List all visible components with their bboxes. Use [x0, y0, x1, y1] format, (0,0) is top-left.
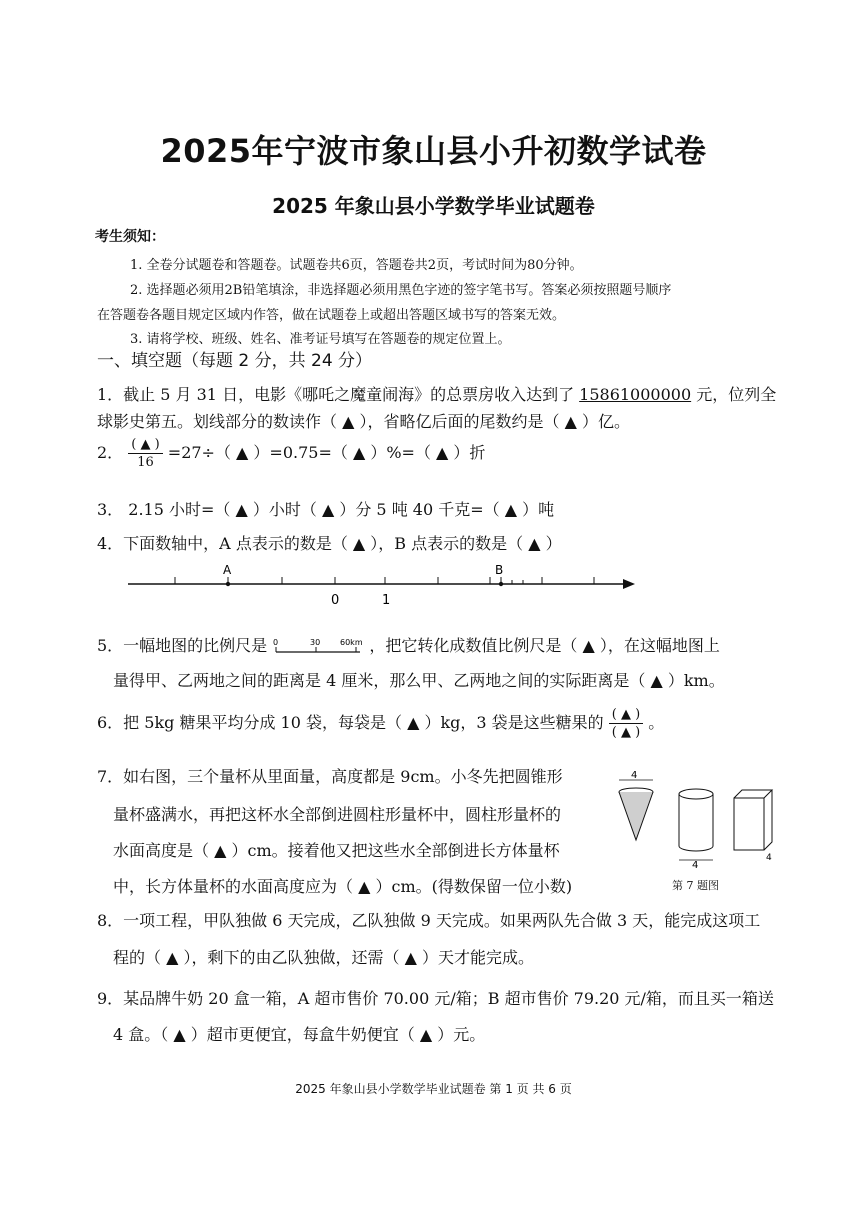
question-1-line-1	[97, 382, 776, 405]
scale-label-30: 30	[310, 637, 321, 647]
question-7-line-4: 中，长方体量杯的水面高度应为（ ▲ ）cm。(得数保留一位小数)	[113, 877, 573, 896]
question-8-line-1: 8．一项工程，甲队独做 6 天完成，乙队独做 9 天完成。如果两队先合做 3 天，能完成这项工	[97, 911, 761, 930]
question-5-line-1	[97, 633, 720, 658]
cuboid-side	[764, 790, 772, 850]
scale-label-60: 60km	[340, 637, 363, 647]
question-1-underlined-number: 15861000000	[579, 385, 692, 404]
point-b-dot	[499, 582, 503, 586]
fraction-numerator: ( ▲ )	[128, 436, 162, 454]
question-6-fraction	[609, 706, 643, 741]
question-6-text-b: 。	[648, 713, 665, 732]
line-scale-figure	[272, 636, 364, 658]
question-1-text-a: 1．截止 5 月 31 日，电影《哪吒之魔童闹海》的总票房收入达到了	[97, 385, 580, 404]
fraction-denominator: 16	[137, 455, 154, 470]
cone-cup	[619, 792, 653, 840]
scale-label-0: 0	[273, 637, 279, 647]
question-7-line-3: 水面高度是（ ▲ ）cm。接着他又把这些水全部倒进长方体量杯	[113, 841, 560, 860]
measuring-cups-figure	[608, 770, 783, 870]
cuboid-top	[734, 790, 772, 798]
point-a-dot	[226, 582, 230, 586]
question-6	[97, 706, 664, 741]
question-5-text-a: 5．一幅地图的比例尺是	[97, 636, 268, 655]
number-line-figure	[120, 560, 640, 610]
cuboid-edge-label: 4	[766, 853, 772, 863]
question-6-text-a: 6．把 5kg 糖果平均分成 10 袋，每袋是（ ▲ ）kg，3 袋是这些糖果的	[97, 713, 604, 732]
fraction-numerator: ( ▲ )	[609, 706, 643, 724]
question-1-text-b: 元，位列全	[691, 385, 777, 404]
question-4: 4．下面数轴中，A 点表示的数是（ ▲ ），B 点表示的数是（ ▲ ）	[97, 534, 562, 553]
cylinder-top	[679, 789, 713, 799]
question-5-line-2: 量得甲、乙两地之间的距离是 4 厘米，那么甲、乙两地之间的实际距离是（ ▲ ）km。	[113, 671, 725, 690]
notice-line-2b: 在答题卷各题目规定区域内作答，做在试题卷上或超出答题区域书写的答案无效。	[97, 308, 566, 323]
fraction-denominator: ( ▲ )	[611, 725, 641, 740]
page-footer: 2025 年象山县小学数学毕业试题卷 第 1 页 共 6 页	[295, 1082, 572, 1096]
page-title: 2025年宁波市象山县小升初数学试卷	[160, 132, 707, 170]
point-b-label: B	[495, 563, 504, 577]
cylinder-cup	[679, 794, 713, 851]
zero-label: 0	[331, 593, 340, 608]
question-9-line-1: 9．某品牌牛奶 20 盒一箱，A 超市售价 70.00 元/箱；B 超市售价 79.20 元/箱，而且买一箱送	[97, 989, 774, 1008]
question-3: 3． 2.15 小时=（ ▲ ）小时（ ▲ ）分 5 吨 40 千克=（ ▲ ）吨	[97, 500, 555, 519]
notice-line-2: 2. 选择题必须用2B铅笔填涂，非选择题必须用黑色字迹的签字笔书写。答案必须按照题号顺序	[130, 283, 672, 298]
question-2-number: 2．	[97, 443, 124, 462]
cuboid-front	[734, 798, 764, 850]
notice-heading: 考生须知：	[95, 229, 165, 245]
question-2-text: =27÷（ ▲ ）=0.75=（ ▲ ）%=（ ▲ ）折	[167, 443, 486, 462]
cylinder-diameter-label: 4	[692, 860, 699, 870]
question-7-line-2: 量杯盛满水，再把这杯水全部倒进圆柱形量杯中，圆柱形量杯的	[113, 805, 562, 824]
question-2-fraction	[128, 436, 162, 471]
number-line-arrow	[623, 579, 635, 589]
cone-diameter-label: 4	[631, 770, 638, 781]
question-7-line-1: 7．如右图，三个量杯从里面量，高度都是 9cm。小冬先把圆锥形	[97, 767, 563, 786]
figure-7-caption: 第 7 题图	[672, 879, 719, 892]
page-subtitle: 2025 年象山县小学数学毕业试题卷	[272, 194, 595, 218]
question-9-line-2: 4 盒。（ ▲ ）超市更便宜，每盒牛奶便宜（ ▲ ）元。	[113, 1025, 486, 1044]
question-1-line-2: 球影史第五。划线部分的数读作（ ▲ ），省略亿后面的尾数约是（ ▲ ）亿。	[97, 412, 630, 431]
one-label: 1	[382, 593, 391, 608]
point-a-label: A	[223, 563, 232, 577]
section-heading: 一、填空题（每题 2 分，共 24 分）	[97, 351, 373, 371]
notice-line-1: 1. 全卷分试题卷和答题卷。试题卷共6页，答题卷共2页，考试时间为80分钟。	[130, 258, 583, 273]
notice-line-3: 3. 请将学校、班级、姓名、准考证号填写在答题卷的规定位置上。	[130, 332, 511, 347]
question-8-line-2: 程的（ ▲ ），剩下的由乙队独做，还需（ ▲ ）天才能完成。	[113, 948, 534, 967]
question-2	[97, 436, 485, 471]
question-5-text-b: ，把它转化成数值比例尺是（ ▲ ），在这幅地图上	[369, 636, 720, 655]
